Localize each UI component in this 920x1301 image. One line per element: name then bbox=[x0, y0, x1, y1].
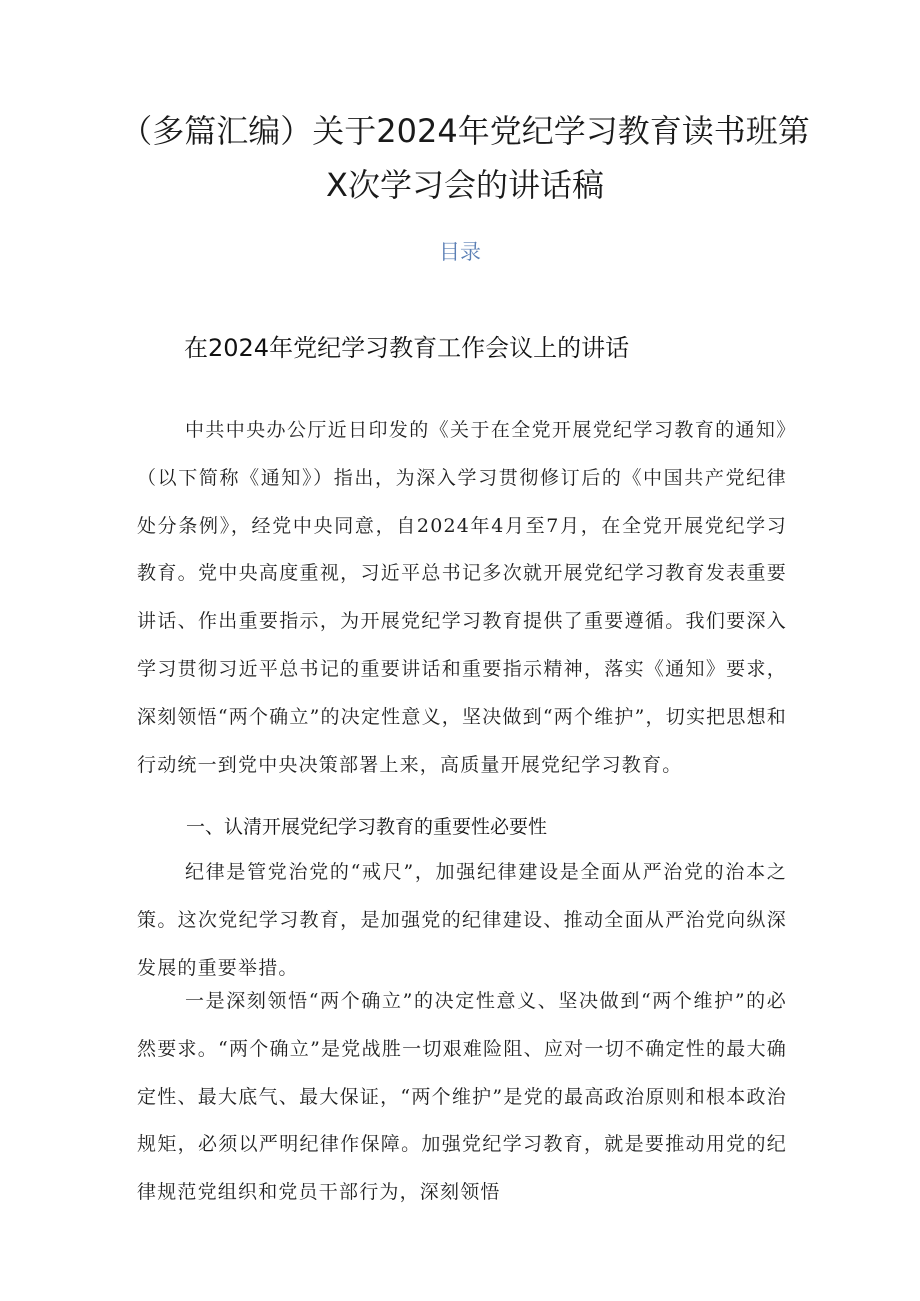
section-heading-one: 一、认清开展党纪学习教育的重要性必要性 bbox=[186, 816, 548, 838]
point-one-paragraph: 一是深刻领悟“两个确立”的决定性意义、坚决做到“两个维护”的必然要求。“两个确立”是党战胜一切艰难险阻、应对一切不确定性的最大确定性、最大底气、最大保证，“两个维护”是党的最高政治原则和根本政治规矩，必须以严明纪律作保障。加强党纪学习教育，就是要推动用党的纪律规范党组织和党员干部行为，深刻领悟 bbox=[137, 990, 787, 1204]
speech-title: 在2024年党纪学习教育工作会议上的讲话 bbox=[184, 334, 630, 362]
document-title: （多篇汇编）关于2024年党纪学习教育读书班第X次学习会的讲话稿 bbox=[120, 112, 810, 204]
discipline-paragraph: 纪律是管党治党的“戒尺”，加强纪律建设是全面从严治党的治本之策。这次党纪学习教育，是加强党的纪律建设、推动全面从严治党向纵深发展的重要举措。 bbox=[137, 861, 787, 979]
table-of-contents-label: 目录 bbox=[439, 240, 481, 264]
intro-paragraph: 中共中央办公厅近日印发的《关于在全党开展党纪学习教育的通知》（以下简称《通知》）指出，为深入学习贯彻修订后的《中国共产党纪律处分条例》，经党中央同意，自2024年4月至7月，在全党开展党纪学习教育。党中央高度重视，习近平总书记多次就开展党纪学习教育发表重要讲话、作出重要指示，为开展党纪学习教育提供了重要遵循。我们要深入学习贯彻习近平总书记的重要讲话和重要指示精神，落实《通知》要求，深刻领悟“两个确立”的决定性意义，坚决做到“两个维护”，切实把思想和行动统一到党中央决策部署上来，高质量开展党纪学习教育。 bbox=[137, 419, 787, 776]
